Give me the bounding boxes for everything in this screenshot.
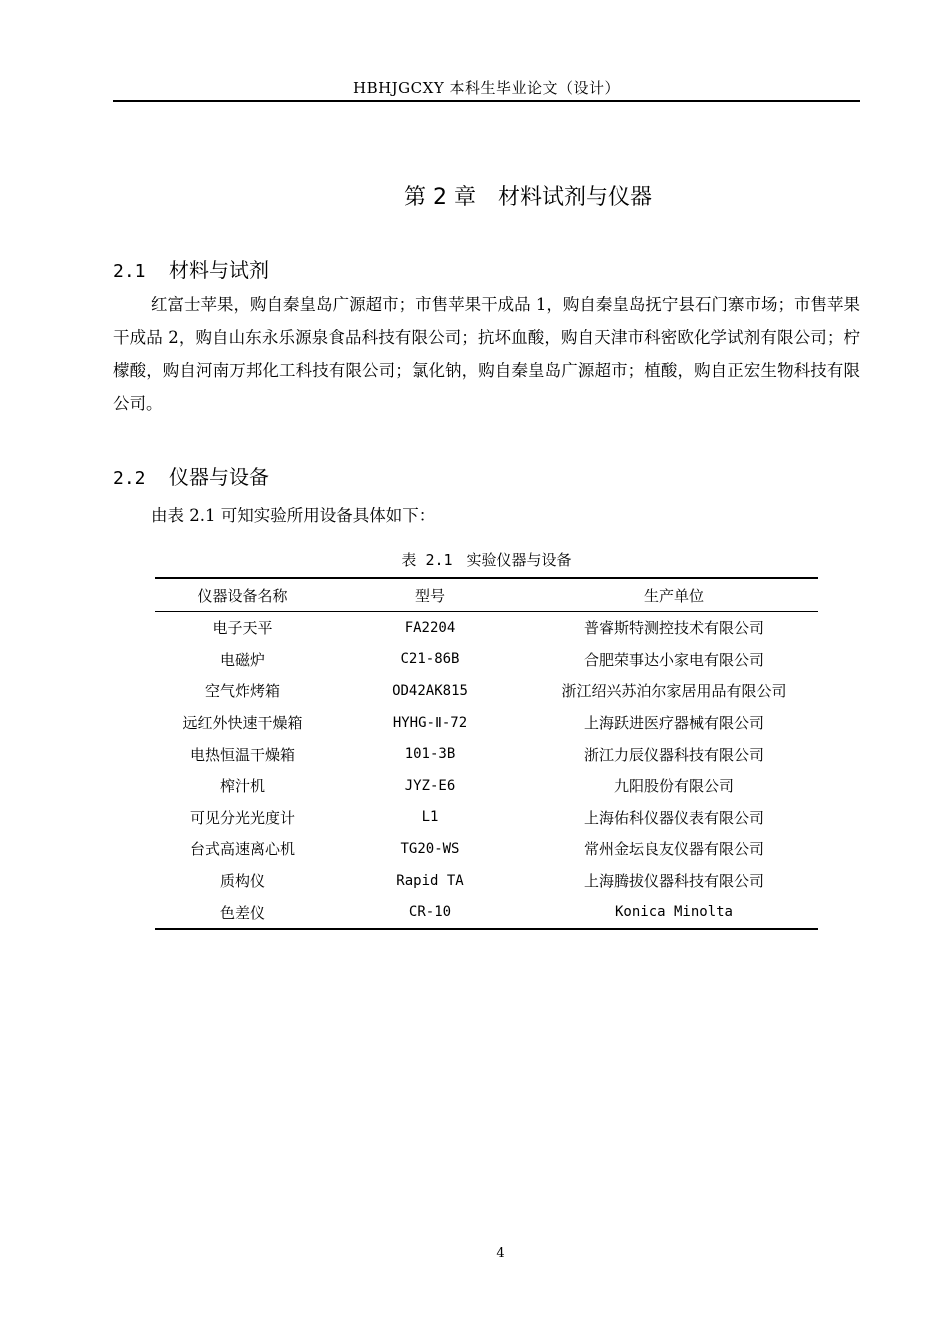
cell-model: FA2204 [404, 619, 456, 636]
cell-manufacturer: 九阳股份有限公司 [613, 777, 734, 796]
cell-model: OD42AK815 [392, 682, 468, 699]
chapter-title: 第 2 章 材料试剂与仪器 [404, 185, 652, 210]
table-row [155, 865, 818, 897]
cell-model: JYZ-E6 [404, 777, 456, 794]
cell-manufacturer: 上海跃进医疗器械有限公司 [583, 714, 764, 733]
equipment-intro-paragraph: 由表 2.1 可知实验所用设备具体如下： [151, 506, 436, 525]
section-heading-2-2 [113, 461, 269, 490]
cell-name: 色差仪 [155, 896, 330, 929]
cell-model: HYHG-Ⅱ-72 [392, 714, 468, 731]
equipment-table [155, 577, 818, 930]
table-row [155, 833, 818, 865]
table-row [155, 738, 818, 770]
table-row [155, 770, 818, 802]
cell-model: C21-86B [400, 651, 460, 668]
section-number: 2.2 [113, 468, 146, 489]
cell-model: L1 [421, 809, 439, 826]
cell-name: 质构仪 [219, 872, 265, 891]
table-caption-number: 表 2.1 [401, 551, 453, 569]
table-row [155, 802, 818, 834]
table-row [155, 896, 818, 929]
cell-name: 可见分光光度计 [189, 808, 295, 827]
table-caption [155, 549, 818, 570]
cell-model: 101-3B [404, 746, 456, 763]
cell-manufacturer: Konica Minolta [530, 896, 818, 929]
cell-model: CR-10 [330, 896, 530, 929]
section-title: 仪器与设备 [169, 465, 269, 489]
materials-paragraph: 红富士苹果，购自秦皇岛广源超市；市售苹果干成品 1，购自秦皇岛抚宁县石门寨市场；市售苹果干成品 2，购自山东永乐源泉食品科技有限公司；抗坏血酸，购自天津市科密欧化学试剂有限公司；柠檬酸，购自河南万邦化工科技有限公司；氯化钠，购自秦皇岛广源超市；植酸，购自正宏生物科技有限公司。 [113, 295, 860, 413]
cell-manufacturer: 浙江绍兴苏泊尔家居用品有限公司 [561, 682, 787, 701]
cell-model: TG20-WS [400, 840, 460, 857]
cell-model: Rapid TA [396, 872, 464, 889]
section-number: 2.1 [113, 261, 146, 282]
section-heading-2-1 [113, 254, 269, 283]
cell-name: 电热恒温干燥箱 [189, 745, 295, 764]
section-title: 材料与试剂 [169, 258, 269, 282]
cell-manufacturer: 浙江力辰仪器科技有限公司 [583, 745, 764, 764]
header-divider [113, 100, 860, 102]
column-header-name: 仪器设备名称 [155, 578, 330, 612]
table-row [155, 675, 818, 707]
cell-name: 远红外快速干燥箱 [182, 714, 303, 733]
cell-manufacturer: 上海佑科仪器仪表有限公司 [583, 808, 764, 827]
column-header-model: 型号 [330, 578, 530, 612]
cell-manufacturer: 上海腾拔仪器科技有限公司 [583, 872, 764, 891]
cell-name: 台式高速离心机 [189, 840, 295, 859]
cell-name: 空气炸烤箱 [204, 682, 280, 701]
cell-name: 电子天平 [212, 619, 273, 638]
cell-manufacturer: 普睿斯特测控技术有限公司 [583, 619, 764, 638]
table-caption-title: 实验仪器与设备 [466, 551, 572, 569]
table-header-row [155, 578, 818, 612]
cell-manufacturer: 合肥荣事达小家电有限公司 [583, 650, 764, 669]
page-number: 4 [496, 1246, 505, 1261]
cell-name: 电磁炉 [219, 650, 265, 669]
column-header-manufacturer: 生产单位 [530, 578, 818, 612]
table-row [155, 644, 818, 676]
cell-manufacturer: 常州金坛良友仪器有限公司 [583, 840, 764, 859]
cell-name: 榨汁机 [219, 777, 265, 796]
table-row [155, 612, 818, 644]
table-row [155, 707, 818, 739]
page-header: HBHJGCXY 本科生毕业论文（设计） [352, 79, 620, 97]
